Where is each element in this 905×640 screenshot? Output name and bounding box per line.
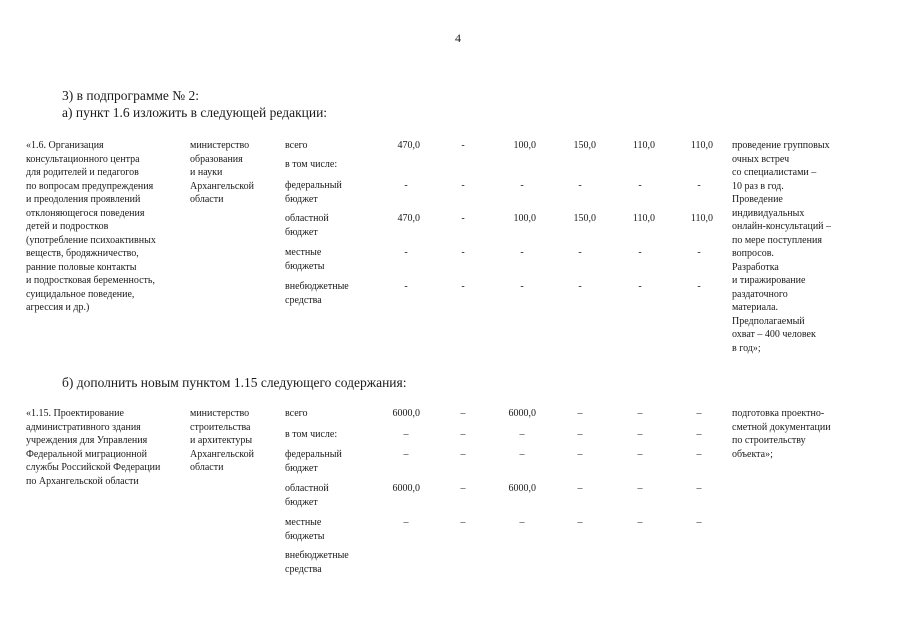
measure-description-line: «1.6. Организация [26,140,104,151]
funding-value: 150,0 [573,140,596,151]
funding-value: - [461,247,465,258]
heading-item-1-15: б) дополнить новым пунктом 1.15 следующего содержания: [62,375,407,390]
funding-source-label: федеральный [285,449,342,460]
executor-line: Архангельской [190,448,254,460]
funding-source-label: всего [285,408,308,419]
result-line: онлайн-консультаций – [732,221,832,232]
funding-value: 110,0 [632,140,655,151]
funding-value: - [578,180,582,191]
executor-line: образования [190,153,243,165]
measure-description-line: (употребление психоактивных [26,234,156,246]
measure-description-line: отклоняющегося поведения [26,207,145,219]
funding-value: – [696,517,702,528]
heading-item-1-6: а) пункт 1.6 изложить в следующей редакции: [62,105,328,120]
measure-description-line: административного здания [26,421,141,433]
executor-line: министерство [190,408,250,419]
funding-value: 100,0 [513,140,536,151]
funding-value: - [520,180,524,191]
funding-source-label: местные [285,517,322,528]
result-line: по мере поступления [732,234,822,246]
measure-description-line: веществ, бродяжничество, [26,248,139,259]
funding-value: 100,0 [513,213,536,224]
funding-value: - [461,180,465,191]
funding-source-label: в том числе: [285,429,338,440]
funding-value: - [404,281,408,292]
funding-value: 6000,0 [392,408,420,419]
measure-description-line: ранние половые контакты [26,261,137,273]
funding-source-label: в том числе: [285,159,338,170]
executor-line: министерство [190,140,250,151]
measure-description-line: детей и подростков [26,221,109,232]
funding-value: - [638,281,642,292]
funding-value: - [520,247,524,258]
measure-description-line: по вопросам предупреждения [26,180,154,192]
measure-description-line: службы Российской Федерации [26,462,161,473]
funding-source-label: бюджет [285,226,318,238]
funding-value: - [578,281,582,292]
funding-source-label: внебюджетные [285,281,349,292]
funding-source-label: внебюджетные [285,550,349,561]
funding-source-label: всего [285,140,308,151]
result-line: 10 раз в год. [732,180,784,192]
funding-source-label: средства [285,294,322,306]
funding-source-label: средства [285,563,322,575]
result-line: по строительству [732,435,806,446]
result-line: Предполагаемый [732,315,805,327]
funding-source-label: бюджеты [285,260,325,272]
funding-value: – [637,449,643,460]
result-line: объекта»; [732,448,773,460]
funding-value: - [697,247,701,258]
result-line: раздаточного [732,288,788,300]
result-line: подготовка проектно- [732,408,825,419]
executor-line: строительства [190,421,251,433]
funding-value: – [696,483,702,494]
funding-value: 110,0 [690,213,713,224]
funding-value: - [404,180,408,191]
funding-value: - [461,140,465,151]
measure-description-line: Федеральной миграционной [26,448,147,460]
result-line: очных встреч [732,153,790,165]
funding-value: - [697,281,701,292]
funding-value: – [637,483,643,494]
funding-value: - [404,247,408,258]
funding-value: - [697,180,701,191]
funding-source-label: областной [285,213,329,224]
funding-value: 470,0 [397,213,420,224]
funding-value: – [403,449,409,460]
funding-value: – [519,429,525,440]
funding-value: – [577,429,583,440]
funding-value: 6000,0 [508,408,536,419]
funding-value: – [577,408,583,419]
funding-value: – [577,517,583,528]
result-line: материала. [732,302,779,313]
heading-subprogram: 3) в подпрограмме № 2: [62,88,200,103]
measure-description-line: консультационного центра [26,153,140,165]
result-line: со специалистами – [732,167,817,178]
funding-value: – [637,517,643,528]
funding-source-label: местные [285,247,322,258]
measure-description-line: «1.15. Проектирование [26,408,124,419]
executor-line: и архитектуры [190,435,253,446]
funding-source-label: бюджет [285,496,318,508]
funding-value: – [519,517,525,528]
funding-source-label: бюджет [285,193,318,205]
measure-description-line: по Архангельской области [26,475,139,487]
measure-description-line: и подростковая беременность, [26,275,155,286]
funding-value: – [403,517,409,528]
funding-value: 110,0 [690,140,713,151]
funding-value: – [460,449,466,460]
result-line: Разработка [732,261,779,273]
funding-source-label: бюджеты [285,530,325,542]
funding-value: – [460,429,466,440]
funding-value: 6000,0 [508,483,536,494]
funding-value: – [460,408,466,419]
measure-description-line: суицидальное поведение, [26,288,135,300]
funding-value: 470,0 [397,140,420,151]
result-line: в год»; [732,342,761,354]
funding-value: – [696,429,702,440]
funding-value: - [520,281,524,292]
executor-line: Архангельской [190,180,254,192]
result-line: проведение групповых [732,140,830,151]
result-line: охват – 400 человек [732,329,816,340]
funding-value: - [461,281,465,292]
measure-description-line: для родителей и педагогов [26,167,139,178]
executor-line: и науки [190,167,223,178]
funding-value: - [461,213,465,224]
funding-value: – [577,483,583,494]
funding-value: - [578,247,582,258]
funding-value: – [577,449,583,460]
funding-value: – [637,429,643,440]
funding-value: 110,0 [632,213,655,224]
measure-description-line: учреждения для Управления [26,435,148,446]
executor-line: области [190,462,224,473]
funding-value: 150,0 [573,213,596,224]
funding-source-label: областной [285,483,329,494]
funding-value: – [460,517,466,528]
funding-value: – [637,408,643,419]
funding-value: - [638,180,642,191]
result-line: индивидуальных [732,207,805,219]
result-line: и тиражирование [732,275,806,286]
funding-value: 6000,0 [392,483,420,494]
funding-value: – [696,449,702,460]
funding-source-label: федеральный [285,180,342,191]
funding-source-label: бюджет [285,462,318,474]
funding-value: - [638,247,642,258]
funding-value: – [519,449,525,460]
page-number: 4 [455,31,461,45]
result-line: сметной документации [732,421,831,433]
funding-value: – [696,408,702,419]
measure-description-line: агрессия и др.) [26,302,90,313]
measure-description-line: и преодоления проявлений [26,194,141,205]
funding-value: – [460,483,466,494]
executor-line: области [190,194,224,205]
result-line: вопросов. [732,248,774,259]
funding-value: – [403,429,409,440]
result-line: Проведение [732,194,783,205]
